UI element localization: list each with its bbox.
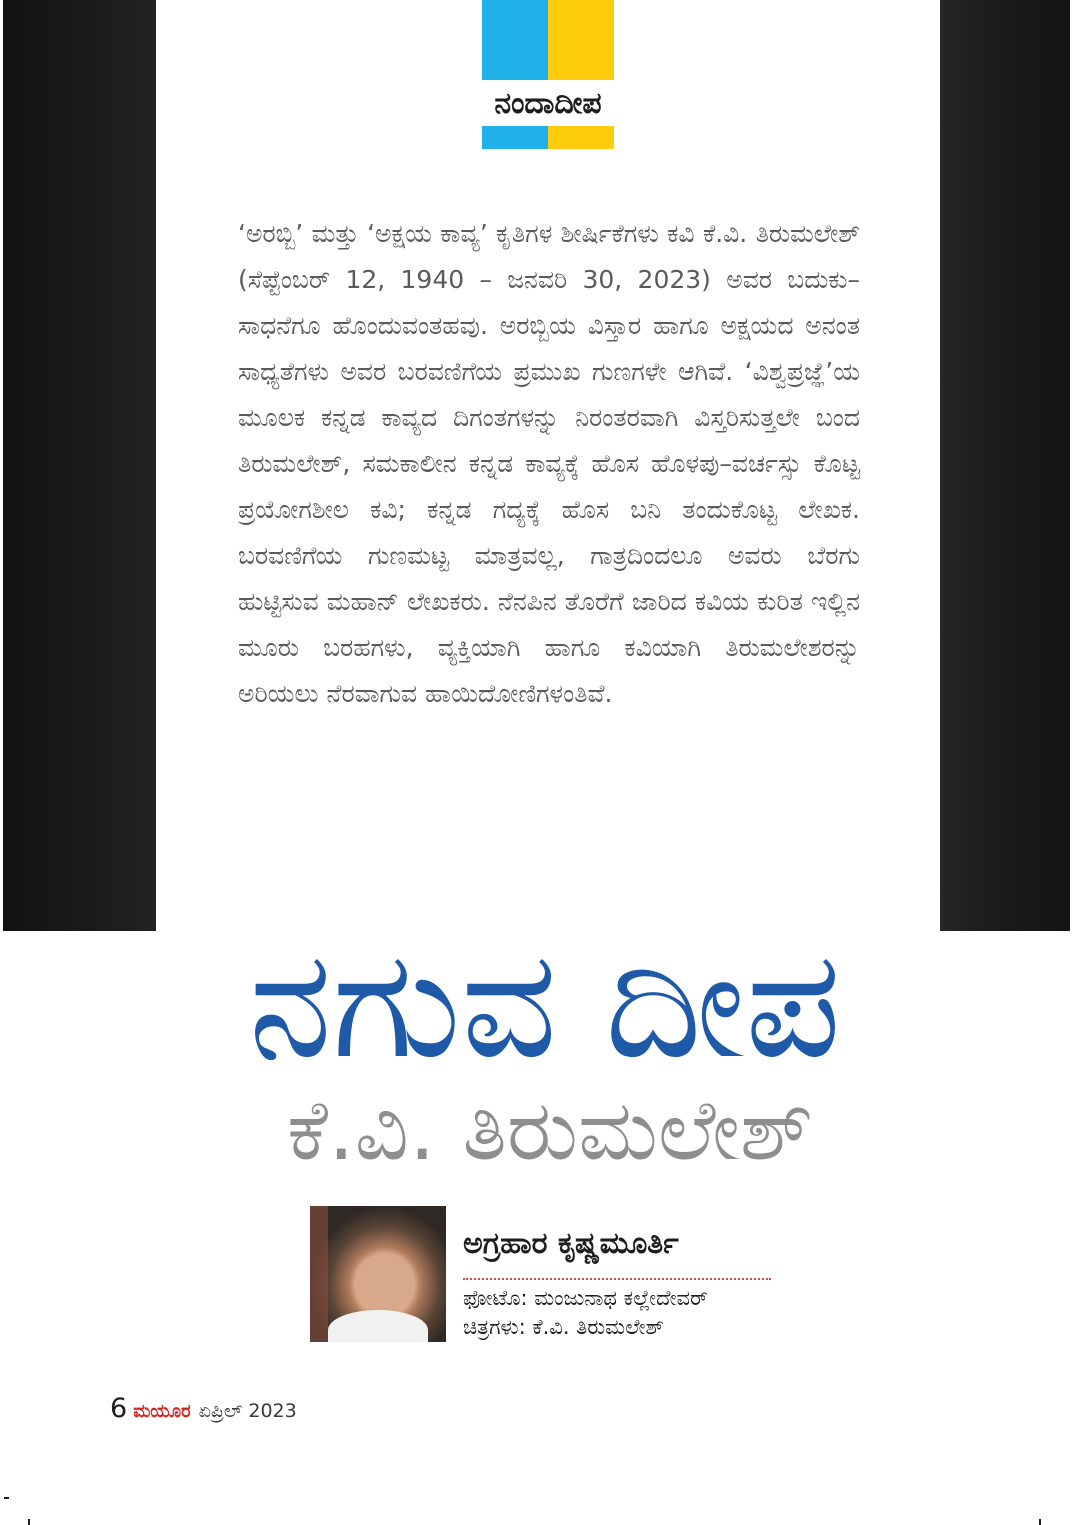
- section-label: ನಂದಾದೀಪ: [470, 80, 626, 126]
- background-dark-left: [3, 0, 156, 931]
- magazine-name: ಮಯೂರ: [133, 1401, 191, 1422]
- author-photo: [310, 1206, 446, 1342]
- article-title: ನಗುವ ದೀಪ: [248, 918, 842, 1092]
- intro-paragraph: ‘ಅರಬ್ಬಿ’ ಮತ್ತು ‘ಅಕ್ಷಯ ಕಾವ್ಯ’ ಕೃತಿಗಳ ಶೀರ್ಷಿಕೆಗಳು ಕವಿ ಕೆ.ವಿ. ತಿರುಮಲೇಶ್ (ಸೆಪ್ಟೆಂಬರ್ 12, 1940 – ಜನವರಿ 30, 2023) ಅವರ ಬದುಕು–ಸಾಧನೆಗೂ ಹೊಂದುವಂತಹವು. ಅರಬ್ಬಿಯ ವಿಸ್ತಾರ ಹಾಗೂ ಅಕ್ಷಯದ ಅನಂತ ಸಾಧ್ಯತೆಗಳು ಅವರ ಬರವಣಿಗೆಯ ಪ್ರಮುಖ ಗುಣಗಳೇ ಆಗಿವೆ. ‘ವಿಶ್ವಪ್ರಜ್ಞೆ’ಯ ಮೂಲಕ ಕನ್ನಡ ಕಾವ್ಯದ ದಿಗಂತಗಳನ್ನು ನಿರಂತರವಾಗಿ ವಿಸ್ತರಿಸುತ್ತಲೇ ಬಂದ ತಿರುಮಲೇಶ್, ಸಮಕಾಲೀನ ಕನ್ನಡ ಕಾವ್ಯಕ್ಕೆ ಹೊಸ ಹೊಳಪು–ವರ್ಚಸ್ಸು ಕೊಟ್ಟ ಪ್ರಯೋಗಶೀಲ ಕವಿ; ಕನ್ನಡ ಗದ್ಯಕ್ಕೆ ಹೊಸ ಬನಿ ತಂದುಕೊಟ್ಟ ಲೇಖಕ. ಬರವಣಿಗೆಯ ಗುಣಮಟ್ಟ ಮಾತ್ರವಲ್ಲ, ಗಾತ್ರದಿಂದಲೂ ಅವರು ಬೆರಗು ಹುಟ್ಟಿಸುವ ಮಹಾನ್ ಲೇಖಕರು. ನೆನಪಿನ ತೊರೆಗೆ ಜಾರಿದ ಕವಿಯ ಕುರಿತ ಇಲ್ಲಿನ ಮೂರು ಬರಹಗಳು, ವ್ಯಕ್ತಿಯಾಗಿ ಹಾಗೂ ಕವಿಯಾಗಿ ತಿರುಮಲೇಶರನ್ನು ಅರಿಯಲು ನೆರವಾಗುವ ಹಾಯಿದೋಣಿಗಳಂತಿವೆ.: [238, 219, 860, 708]
- illustration-credit: ಚಿತ್ರಗಳು: ಕೆ.ವಿ. ತಿರುಮಲೇಶ್: [463, 1315, 664, 1339]
- logo-yellow-bar: [548, 0, 614, 149]
- issue-date: ಏಪ್ರಿಲ್ 2023: [198, 1400, 297, 1422]
- author-name: ಅಗ್ರಹಾರ ಕೃಷ್ಣಮೂರ್ತಿ: [463, 1226, 679, 1261]
- page-number: 6: [110, 1393, 128, 1424]
- background-dark-right: [940, 0, 1070, 931]
- section-logo: [482, 0, 614, 149]
- logo-blue-bar: [482, 0, 548, 149]
- photo-background: [310, 1206, 328, 1342]
- page-footer: [110, 1393, 297, 1424]
- article-subtitle: ಕೆ.ವಿ. ತಿರುಮಲೇಶ್: [286, 1081, 814, 1179]
- photo-shirt: [328, 1310, 428, 1342]
- author-divider: [463, 1278, 771, 1280]
- photo-credit: ಫೋಟೊ: ಮಂಜುನಾಥ ಕಲ್ಲೇದೇವರ್: [463, 1286, 708, 1310]
- crop-mark: [28, 1519, 30, 1525]
- crop-mark: [1039, 1519, 1041, 1525]
- crop-mark: [4, 1497, 9, 1499]
